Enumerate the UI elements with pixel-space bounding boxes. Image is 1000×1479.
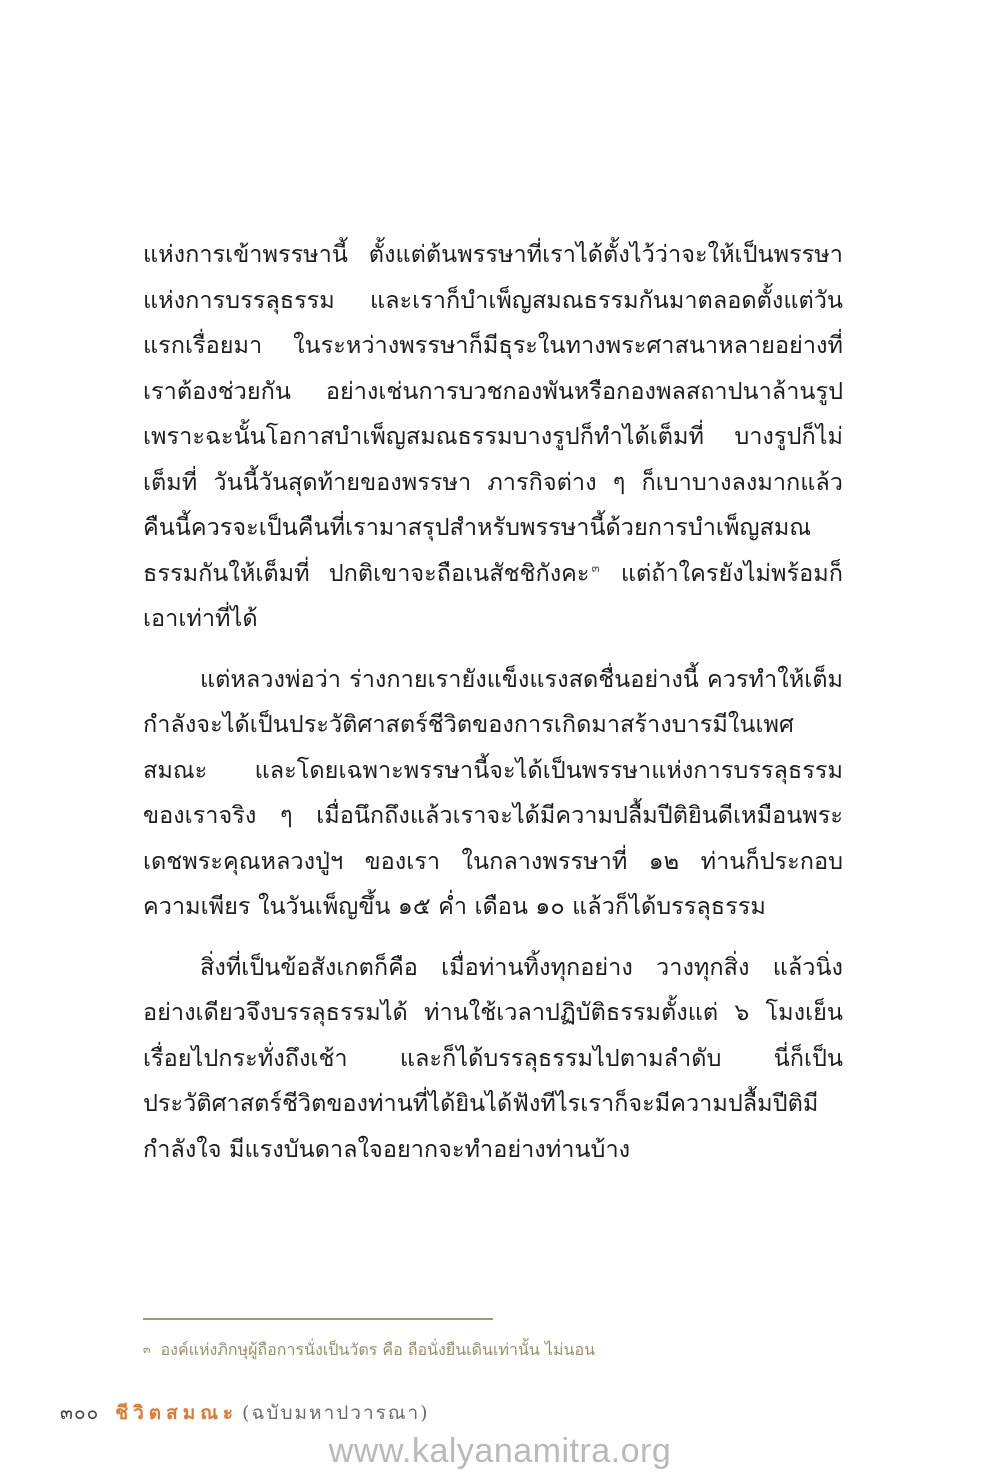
paragraph-3: สิ่งที่เป็นข้อสังเกตก็คือ เมื่อท่านทิ้งทุกอย่าง วางทุกสิ่ง แล้วนิ่งอย่างเดียวจึงบรรลุธรรมได้ ท่านใช้เวลาปฏิบัติธรรมตั้งแต่ ๖ โมงเย็นเรื่อยไปกระทั่งถึงเช้า และก็ได้บรรลุธรรมไปตามลำดับ นี่ก็เป็นประวัติศาสตร์ชีวิตของท่านที่ได้ยินได้ฟังทีไรเราก็จะมีความปลื้มปีติมีกำลังใจ มีแรงบันดาลใจอยากจะทำอย่างท่านบ้าง [143, 952, 843, 1163]
paragraph-2: แต่หลวงพ่อว่า ร่างกายเรายังแข็งแรงสดชื่นอย่างนี้ ควรทำให้เต็มกำลังจะได้เป็นประวัติศาสตร์ชีวิตของการเกิดมาสร้างบารมีในเพศสมณะ และโดยเฉพาะพรรษานี้จะได้เป็นพรรษาแห่งการบรรลุธรรมของเราจริง ๆ เมื่อนึกถึงแล้วเราจะได้มีความปลื้มปีติยินดีเหมือนพระเดชพระคุณหลวงปู่ฯ ของเรา ในกลางพรรษาที่ ๑๒ ท่านก็ประกอบความเพียร ในวันเพ็ญขึ้น ๑๕ ค่ำ เดือน ๑๐ แล้วก็ได้บรรลุธรรม [143, 664, 843, 920]
footnote-text: องค์แห่งภิกษุผู้ถือการนั่งเป็นวัตร คือ ถือนั่งยืนเดินเท่านั้น ไม่นอน [160, 1340, 596, 1359]
footnote-divider [143, 1318, 493, 1320]
footnote-number: ๓ [143, 1343, 151, 1356]
book-title: ชีวิตสมณะ [115, 1402, 239, 1424]
book-subtitle: (ฉบับมหาปวารณา) [242, 1402, 430, 1424]
page-footer [60, 1400, 430, 1426]
paragraph-1-text: แห่งการเข้าพรรษานี้ ตั้งแต่ต้นพรรษาที่เราได้ตั้งไว้ว่าจะให้เป็นพรรษาแห่งการบรรลุธรรม และเราก็บำเพ็ญสมณธรรมกันมาตลอดตั้งแต่วันแรกเรื่อยมา ในระหว่างพรรษาก็มีธุระในทางพระศาสนาหลายอย่างที่เราต้องช่วยกัน อย่างเช่นการบวชกองพันหรือกองพลสถาปนาล้านรูป เพราะฉะนั้นโอกาสบำเพ็ญสมณธรรมบางรูปก็ทำได้เต็มที่ บางรูปก็ไม่เต็มที่ วันนี้วันสุดท้ายของพรรษา ภารกิจต่าง ๆ ก็เบาบางลงมากแล้ว คืนนี้ควรจะเป็นคืนที่เรามาสรุปสำหรับพรรษานี้ด้วยการบำเพ็ญสมณธรรมกันให้เต็มที่ ปกติเขาจะถือเนสัชชิกังคะ [143, 240, 843, 587]
body-text [143, 232, 843, 1172]
website-watermark: www.kalyanamitra.org [328, 1432, 672, 1470]
footnote-reference: ๓ [591, 560, 600, 575]
footnote [143, 1338, 843, 1362]
page-number: ๓๐๐ [60, 1402, 100, 1424]
paragraph-1 [143, 232, 843, 642]
paragraph-1-text-continued: แต่ถ้าใครยังไม่พร้อมก็เอาเท่าที่ได้ [143, 558, 843, 632]
